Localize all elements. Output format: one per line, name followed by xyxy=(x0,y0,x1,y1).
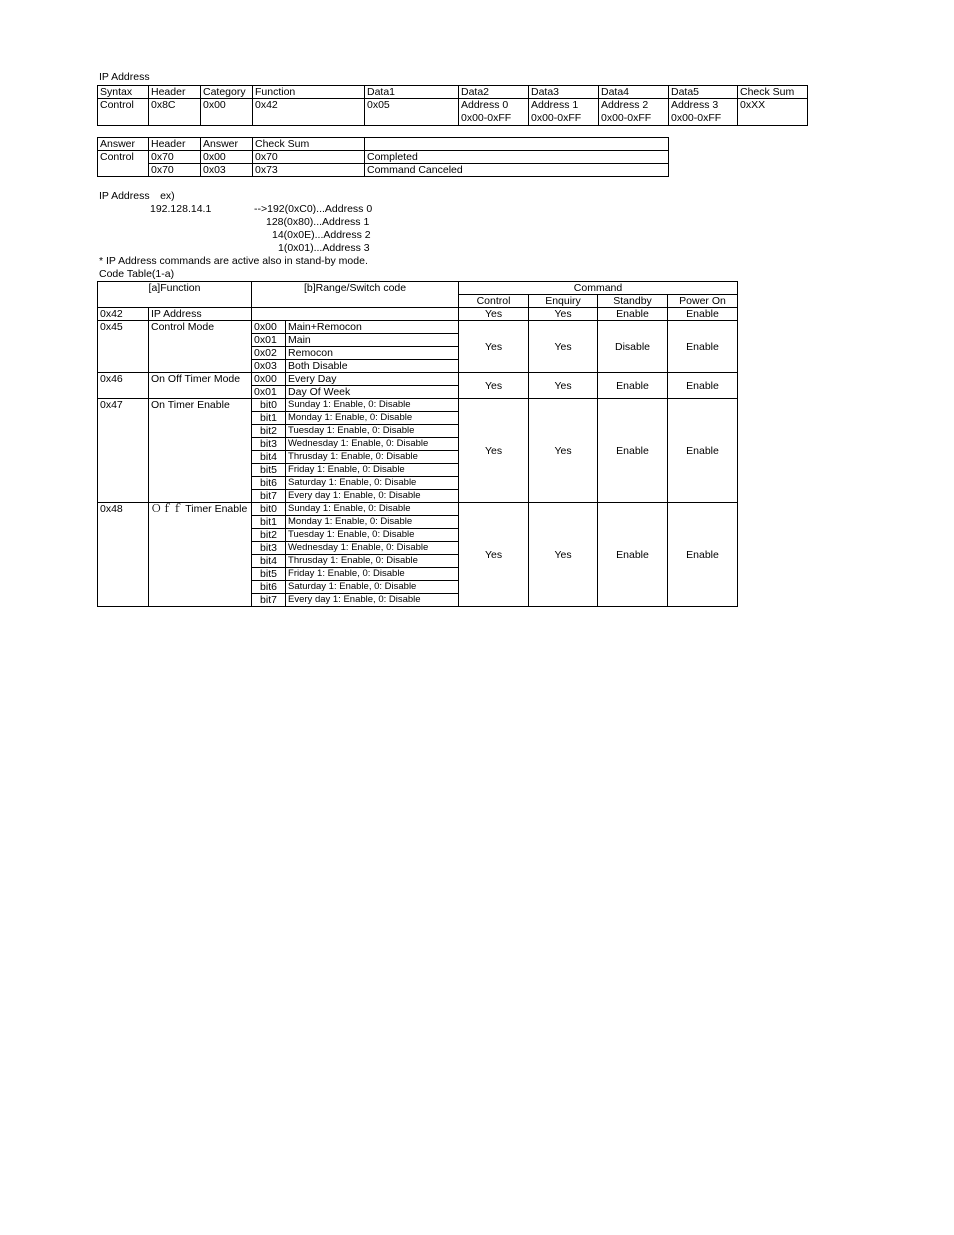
command-value: Disable xyxy=(598,321,668,373)
bit-label: Saturday 1: Enable, 0: Disable xyxy=(286,477,459,490)
bit-label: Thrusday 1: Enable, 0: Disable xyxy=(286,555,459,568)
answer-cell: Command Canceled xyxy=(365,164,669,177)
bit-label: Friday 1: Enable, 0: Disable xyxy=(286,568,459,581)
syntax-cell: Control xyxy=(98,99,149,126)
command-value: Yes xyxy=(529,321,598,373)
bit-label: Every day 1: Enable, 0: Disable xyxy=(286,594,459,607)
bit-code: bit2 xyxy=(252,425,286,438)
command-value: Enable xyxy=(598,308,668,321)
bit-label: Sunday 1: Enable, 0: Disable xyxy=(286,399,459,412)
range-empty xyxy=(252,308,459,321)
syntax-header-row xyxy=(98,86,808,99)
syntax-header-cell: Data4 xyxy=(599,86,669,99)
command-value: Yes xyxy=(459,373,529,399)
command-value: Enable xyxy=(598,373,668,399)
example-label: IP Address ex) xyxy=(99,190,175,202)
command-value: Yes xyxy=(529,503,598,607)
syntax-cell: Address 2 xyxy=(599,99,669,113)
syntax-cell: 0x00 xyxy=(201,99,253,126)
function-header: [a]Function xyxy=(98,282,252,308)
command-value: Yes xyxy=(459,308,529,321)
function-code: 0x45 xyxy=(98,321,149,373)
syntax-header-cell: Data2 xyxy=(459,86,529,99)
code-table-title: Code Table(1-a) xyxy=(99,268,175,280)
bit-label: Tuesday 1: Enable, 0: Disable xyxy=(286,529,459,542)
answer-cell: 0x73 xyxy=(253,164,365,177)
bit-code: bit1 xyxy=(252,516,286,529)
syntax-header-cell: Header xyxy=(149,86,201,99)
syntax-cell: 0x8C xyxy=(149,99,201,126)
syntax-header-cell: Data5 xyxy=(669,86,738,99)
code-row xyxy=(98,373,738,386)
code-row xyxy=(98,399,738,412)
bit-code: bit4 xyxy=(252,555,286,568)
bit-code: bit2 xyxy=(252,529,286,542)
bit-label: Wednesday 1: Enable, 0: Disable xyxy=(286,542,459,555)
syntax-cell: 0x00-0xFF xyxy=(529,112,599,126)
bit-label: Saturday 1: Enable, 0: Disable xyxy=(286,581,459,594)
function-code: 0x47 xyxy=(98,399,149,503)
standby-note: * IP Address commands are active also in stand-by mode. xyxy=(99,255,368,267)
syntax-row xyxy=(98,99,808,113)
switch-code: 0x03 xyxy=(252,360,286,373)
bit-label: Friday 1: Enable, 0: Disable xyxy=(286,464,459,477)
syntax-cell: Address 3 xyxy=(669,99,738,113)
function-name: On Timer Enable xyxy=(149,399,252,503)
answer-cell: Completed xyxy=(365,151,669,164)
code-row xyxy=(98,503,738,516)
command-value: Enable xyxy=(668,399,738,503)
syntax-header-cell: Syntax xyxy=(98,86,149,99)
switch-code: 0x02 xyxy=(252,347,286,360)
bit-code: bit5 xyxy=(252,568,286,581)
syntax-cell: 0x05 xyxy=(365,99,459,126)
code-table xyxy=(97,281,738,607)
answer-header-cell: Check Sum xyxy=(253,138,365,151)
command-value: Enable xyxy=(598,399,668,503)
switch-code: 0x01 xyxy=(252,386,286,399)
example-line: -->192(0xC0)...Address 0 xyxy=(254,203,373,215)
switch-label: Remocon xyxy=(286,347,459,360)
answer-cell: 0x03 xyxy=(201,164,253,177)
syntax-cell: Address 1 xyxy=(529,99,599,113)
answer-header-row xyxy=(98,138,669,151)
command-col-header: Enquiry xyxy=(529,295,598,308)
switch-label: Day Of Week xyxy=(286,386,459,399)
switch-code: 0x01 xyxy=(252,334,286,347)
command-value: Enable xyxy=(668,308,738,321)
command-value: Enable xyxy=(668,321,738,373)
command-value: Yes xyxy=(459,321,529,373)
command-value: Yes xyxy=(459,399,529,503)
bit-label: Monday 1: Enable, 0: Disable xyxy=(286,412,459,425)
bit-code: bit0 xyxy=(252,399,286,412)
function-code: 0x46 xyxy=(98,373,149,399)
syntax-header-cell: Data3 xyxy=(529,86,599,99)
bit-label: Tuesday 1: Enable, 0: Disable xyxy=(286,425,459,438)
command-value: Enable xyxy=(598,503,668,607)
command-header: Command xyxy=(459,282,738,295)
section-title: IP Address xyxy=(99,71,150,83)
switch-label: Both Disable xyxy=(286,360,459,373)
function-name: Control Mode xyxy=(149,321,252,373)
bit-code: bit7 xyxy=(252,594,286,607)
function-name: Ｏｆｆ Timer Enable xyxy=(149,503,252,607)
syntax-cell: 0x00-0xFF xyxy=(599,112,669,126)
switch-code: 0x00 xyxy=(252,373,286,386)
code-row xyxy=(98,308,738,321)
bit-code: bit7 xyxy=(252,490,286,503)
function-name: IP Address xyxy=(149,308,252,321)
switch-label: Main xyxy=(286,334,459,347)
function-code: 0x42 xyxy=(98,308,149,321)
answer-cell: 0x70 xyxy=(149,164,201,177)
command-value: Yes xyxy=(459,503,529,607)
command-col-header: Standby xyxy=(598,295,668,308)
bit-code: bit6 xyxy=(252,477,286,490)
range-header: [b]Range/Switch code xyxy=(252,282,459,308)
switch-label: Every Day xyxy=(286,373,459,386)
syntax-header-cell: Function xyxy=(253,86,365,99)
bit-code: bit5 xyxy=(252,464,286,477)
example-line: 1(0x01)...Address 3 xyxy=(278,242,370,254)
function-name: On Off Timer Mode xyxy=(149,373,252,399)
bit-label: Wednesday 1: Enable, 0: Disable xyxy=(286,438,459,451)
answer-header-cell: Header xyxy=(149,138,201,151)
bit-code: bit1 xyxy=(252,412,286,425)
command-col-header: Control xyxy=(459,295,529,308)
syntax-header-cell: Check Sum xyxy=(738,86,808,99)
bit-code: bit4 xyxy=(252,451,286,464)
answer-cell: 0x70 xyxy=(149,151,201,164)
syntax-cell: 0x00-0xFF xyxy=(459,112,529,126)
answer-cell: Control xyxy=(98,151,149,177)
code-row xyxy=(98,321,738,334)
function-code: 0x48 xyxy=(98,503,149,607)
syntax-header-cell: Data1 xyxy=(365,86,459,99)
example-line: 128(0x80)...Address 1 xyxy=(266,216,370,228)
syntax-header-cell: Category xyxy=(201,86,253,99)
example-ip: 192.128.14.1 xyxy=(150,203,212,215)
switch-code: 0x00 xyxy=(252,321,286,334)
answer-row xyxy=(98,164,669,177)
bit-code: bit3 xyxy=(252,438,286,451)
syntax-cell: 0x42 xyxy=(253,99,365,126)
switch-label: Main+Remocon xyxy=(286,321,459,334)
command-value: Yes xyxy=(529,308,598,321)
syntax-cell: Address 0 xyxy=(459,99,529,113)
bit-label: Thrusday 1: Enable, 0: Disable xyxy=(286,451,459,464)
bit-label: Monday 1: Enable, 0: Disable xyxy=(286,516,459,529)
command-value: Yes xyxy=(529,399,598,503)
bit-code: bit6 xyxy=(252,581,286,594)
syntax-cell: 0x00-0xFF xyxy=(669,112,738,126)
bit-label: Sunday 1: Enable, 0: Disable xyxy=(286,503,459,516)
code-header-row xyxy=(98,282,738,295)
command-value: Enable xyxy=(668,373,738,399)
answer-header-cell: Answer xyxy=(98,138,149,151)
bit-code: bit3 xyxy=(252,542,286,555)
answer-header-cell: Answer xyxy=(201,138,253,151)
command-col-header: Power On xyxy=(668,295,738,308)
answer-row xyxy=(98,151,669,164)
syntax-cell: 0xXX xyxy=(738,99,808,126)
command-value: Enable xyxy=(668,503,738,607)
answer-header-cell xyxy=(365,138,669,151)
answer-cell: 0x00 xyxy=(201,151,253,164)
syntax-table xyxy=(97,85,808,126)
bit-label: Every day 1: Enable, 0: Disable xyxy=(286,490,459,503)
example-line: 14(0x0E)...Address 2 xyxy=(272,229,371,241)
answer-table xyxy=(97,137,669,177)
bit-code: bit0 xyxy=(252,503,286,516)
command-value: Yes xyxy=(529,373,598,399)
answer-cell: 0x70 xyxy=(253,151,365,164)
